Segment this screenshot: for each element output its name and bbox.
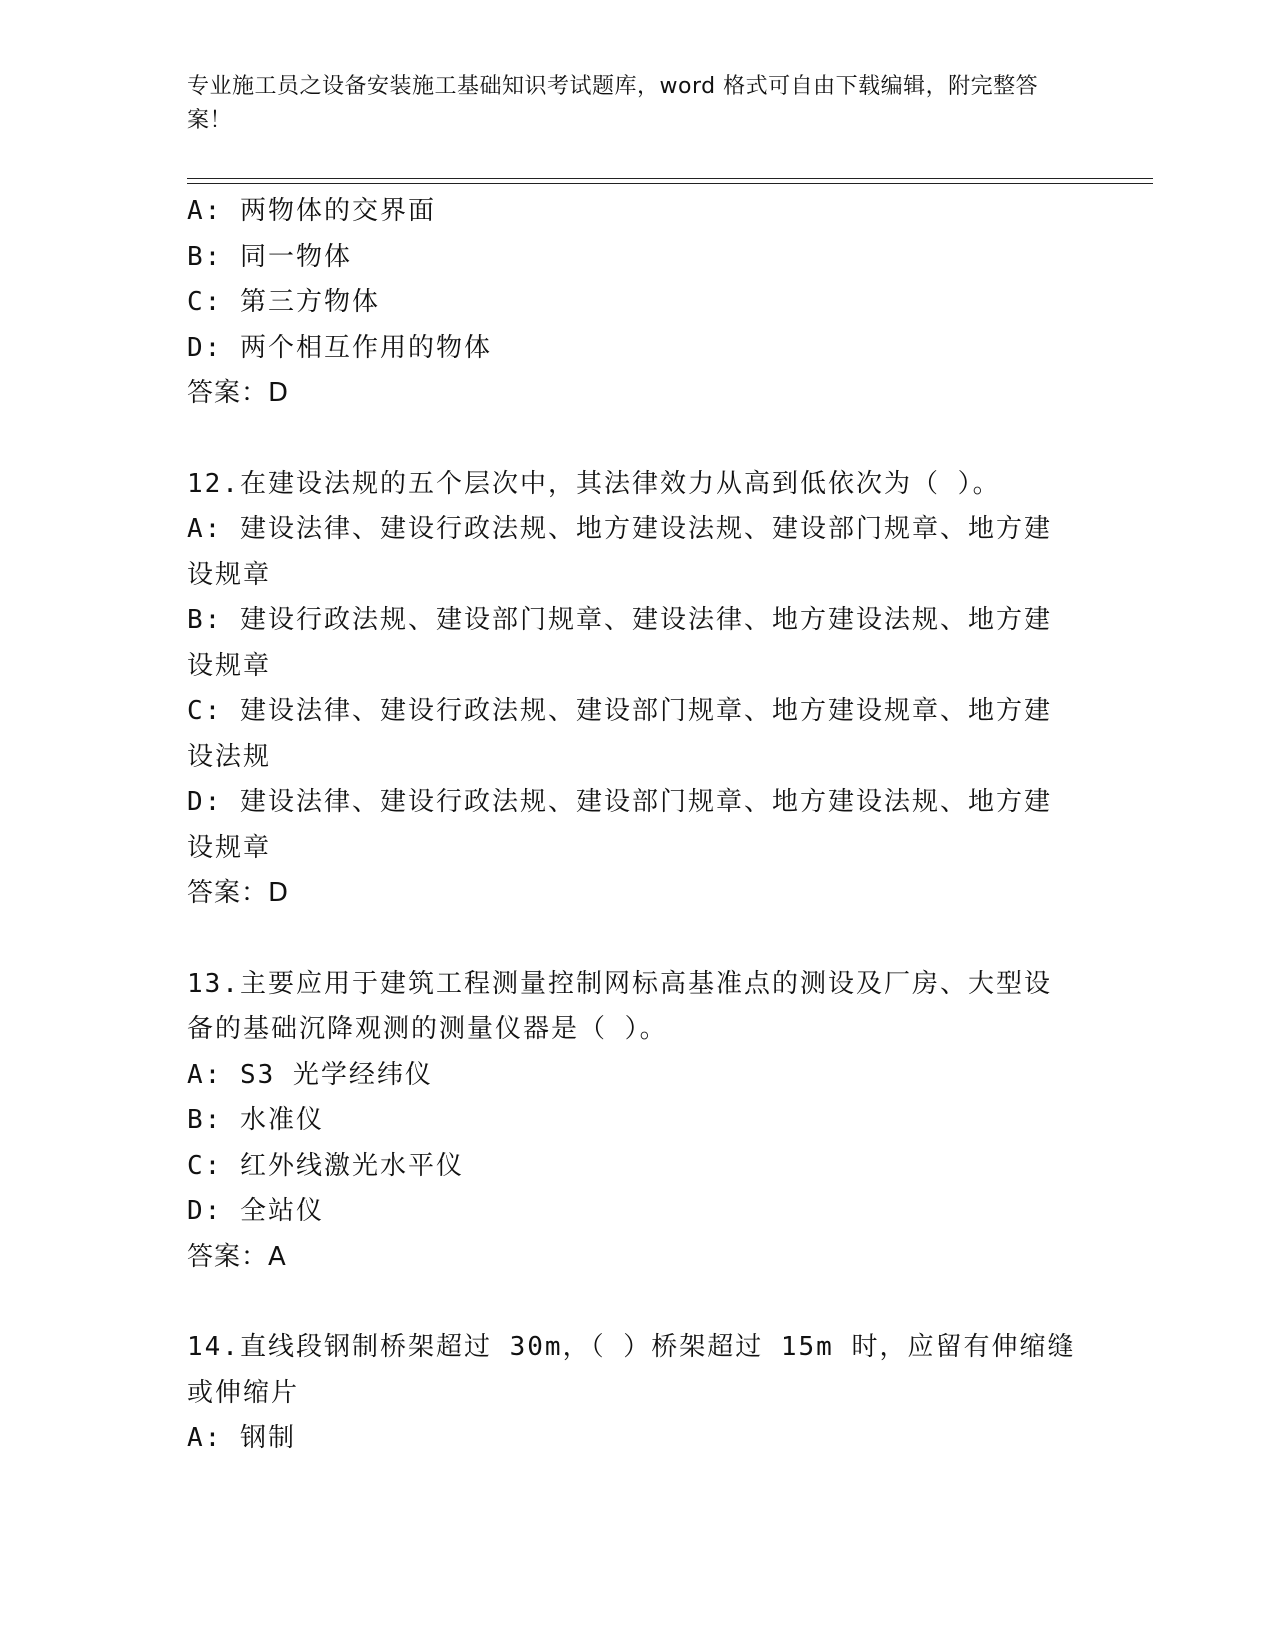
- option-d: D: 建设法律、建设行政法规、建设部门规章、地方建设法规、地方建设规章: [187, 787, 1052, 863]
- question-block-11: [187, 189, 1077, 417]
- header-rule-bottom: [187, 183, 1153, 184]
- question-text: 14.直线段钢制桥架超过 30m，（ ）桥架超过 15m 时，应留有伸缩缝或伸缩片: [187, 1332, 1076, 1408]
- question-text: 13.主要应用于建筑工程测量控制网标高基准点的测设及厂房、大型设备的基础沉降观测的测量仪器是（ ）。: [187, 968, 1052, 1044]
- option-a: A: 两物体的交界面: [187, 196, 436, 226]
- option-c: C: 建设法律、建设行政法规、建设部门规章、地方建设规章、地方建设法规: [187, 696, 1052, 772]
- header-rule-top: [187, 178, 1153, 179]
- option-d: D: 两个相互作用的物体: [187, 332, 492, 363]
- spacer: [187, 1280, 1077, 1325]
- spacer: [187, 917, 1077, 962]
- spacer: [187, 417, 1077, 462]
- option-a: A: S3 光学经纬仪: [187, 1059, 433, 1090]
- option-b: B: 建设行政法规、建设部门规章、建设法律、地方建设法规、地方建设规章: [187, 605, 1052, 681]
- question-list: [187, 189, 1077, 1462]
- answer: 答案：A: [187, 1241, 287, 1272]
- option-c: C: 第三方物体: [187, 287, 380, 317]
- option-d: D: 全站仪: [187, 1196, 324, 1226]
- option-a: A: 建设法律、建设行政法规、地方建设法规、建设部门规章、地方建设规章: [187, 514, 1052, 590]
- answer: 答案：D: [187, 878, 290, 908]
- option-b: B: 同一物体: [187, 241, 352, 272]
- question-block-14: [187, 1325, 1077, 1462]
- header-text: 专业施工员之设备安装施工基础知识考试题库，word 格式可自由下载编辑，附完整答案！: [187, 74, 1039, 133]
- option-a: A: 钢制: [187, 1423, 296, 1453]
- question-block-12: [187, 462, 1077, 917]
- option-b: B: 水准仪: [187, 1105, 324, 1135]
- answer: 答案：D: [187, 378, 290, 408]
- question-text: 12.在建设法规的五个层次中，其法律效力从高到低依次为（ ）。: [187, 468, 1001, 499]
- document-header: [187, 70, 1067, 138]
- question-block-13: [187, 962, 1077, 1281]
- option-c: C: 红外线激光水平仪: [187, 1150, 464, 1181]
